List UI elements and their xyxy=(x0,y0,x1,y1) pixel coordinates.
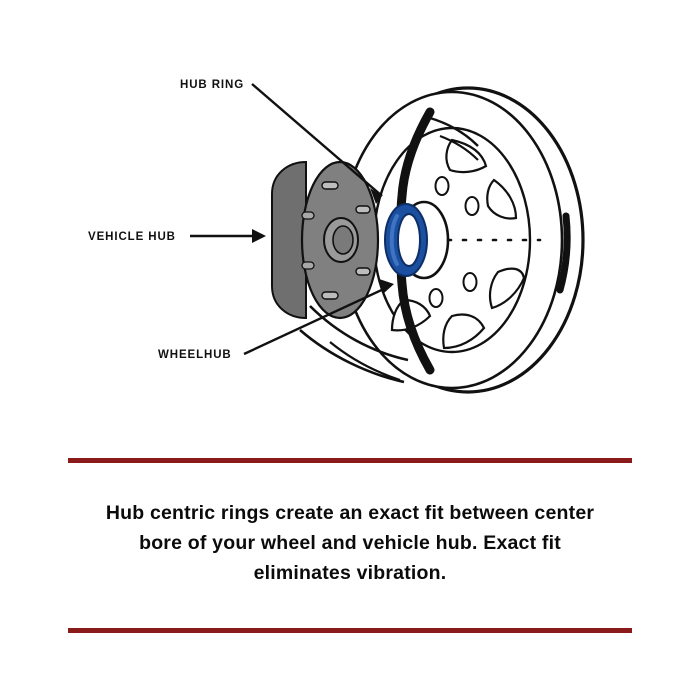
vehicle-hub-stud-5 xyxy=(302,212,314,219)
hub-ring-group xyxy=(385,204,427,276)
vehicle-hub-stud-6 xyxy=(302,262,314,269)
label-hub-ring: HUB RING xyxy=(180,79,245,91)
label-vehicle-hub: VEHICLE HUB xyxy=(88,231,176,243)
divider-top xyxy=(68,458,632,463)
wheel-lug-hole-3 xyxy=(464,273,477,291)
wheel-lug-hole-4 xyxy=(430,289,443,307)
vehicle-hub-group xyxy=(272,162,378,318)
hub-ring-bore xyxy=(398,214,420,266)
wheel-lug-hole-2 xyxy=(466,197,479,215)
caption-line-3: eliminates vibration. xyxy=(253,562,447,584)
vehicle-hub-stud-3 xyxy=(356,268,370,275)
caption-paragraph xyxy=(74,498,626,588)
caption-line-2: bore of your wheel and vehicle hub. Exact fit xyxy=(139,532,561,554)
caption-line-1: Hub centric rings create an exact fit between center xyxy=(105,502,595,524)
label-wheelhub: WHEELHUB xyxy=(158,349,232,361)
vehicle-hub-stud-1 xyxy=(322,182,338,189)
divider-bottom xyxy=(68,628,632,633)
vehicle-hub-stud-4 xyxy=(322,292,338,299)
wheel-lug-hole-1 xyxy=(436,177,449,195)
vehicle-hub-stud-2 xyxy=(356,206,370,213)
caption-block xyxy=(0,440,700,700)
arrowhead-vehicle-hub xyxy=(252,229,266,243)
vehicle-hub-pilot-bore xyxy=(333,226,353,254)
